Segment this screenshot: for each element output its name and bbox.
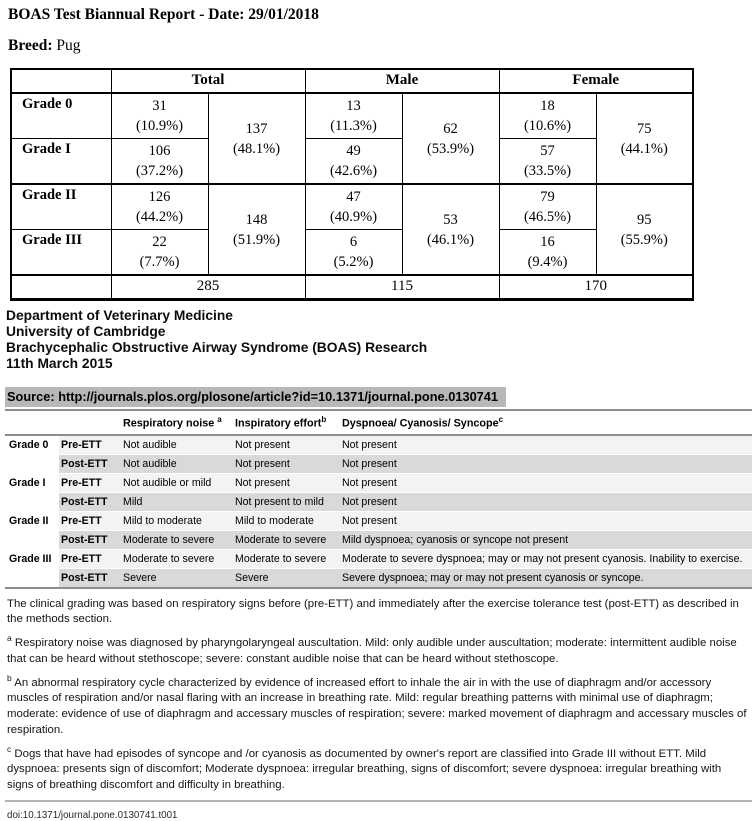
header-inspiratory-effort [233, 410, 340, 435]
percent: (37.2%) [135, 163, 184, 179]
header-text: Respiratory noise [123, 417, 218, 430]
phase-cell: Post-ETT [59, 568, 121, 588]
grade-cell: Grade I [5, 473, 59, 492]
grade-cell [5, 492, 59, 511]
effort-cell: Not present [233, 435, 340, 455]
phase-cell: Pre-ETT [59, 511, 121, 530]
dyspnoea-cell: Not present [340, 473, 752, 492]
noise-cell: Not audible [121, 454, 233, 473]
effort-cell: Severe [233, 568, 340, 588]
effort-cell: Moderate to severe [233, 530, 340, 549]
count-cell [111, 230, 208, 276]
footnotes-block [5, 597, 750, 794]
dyspnoea-cell: Not present [340, 435, 752, 455]
footnote-marker: b [321, 415, 327, 424]
header-dyspnoea-cyanosis-syncope [340, 410, 752, 435]
phase-cell: Pre-ETT [59, 549, 121, 568]
header-text: Inspiratory effort [235, 417, 322, 430]
count: 13 [346, 98, 361, 114]
grade-2-row [11, 184, 693, 230]
count: 18 [540, 98, 555, 114]
count: 22 [152, 234, 167, 250]
grade-label: Grade 0 [11, 93, 111, 139]
ett-header-row [5, 410, 752, 435]
footnote-c [7, 742, 748, 794]
percent: (11.3%) [330, 118, 377, 134]
percent: (33.5%) [523, 163, 572, 179]
noise-cell: Severe [121, 568, 233, 588]
merged-count-cell [596, 184, 693, 275]
header-total: Total [111, 69, 305, 93]
percent: (44.1%) [620, 140, 668, 157]
footnote-marker: a [7, 633, 12, 644]
grade-cell: Grade 0 [5, 435, 59, 455]
dyspnoea-cell: Severe dyspnoea; may or may not present cyanosis or syncope. [340, 568, 752, 588]
dyspnoea-cell: Not present [340, 492, 752, 511]
footnote-marker: c [498, 415, 504, 424]
percent: (44.2%) [135, 209, 184, 225]
affiliation-line: Brachycephalic Obstructive Airway Syndrome (BOAS) Research [6, 340, 428, 355]
ett-row-grade1-post [5, 492, 752, 511]
count: 95 [637, 211, 652, 228]
footnote-marker: a [217, 415, 222, 424]
noise-cell: Not audible [121, 435, 233, 455]
noise-cell: Not audible or mild [121, 473, 233, 492]
affiliation-line: Department of Veterinary Medicine [6, 308, 233, 323]
footnote-text: An abnormal respiratory cycle characterized by evidence of increased effort to inhale the air in with the use of diaphragm and/or accessory muscles of respiration and/or nasal flaring with an increase in breathing rate. Mild: regular breathing patterns with minimal use of diaphragm; moderate: evidence of use of diaphragm and accessary muscles of respiration; severe: marked movement of diaphragm and accessary muscles of respiration. [7, 676, 747, 736]
ett-row-grade1-pre [5, 473, 752, 492]
dyspnoea-cell: Mild dyspnoea; cyanosis or syncope not present [340, 530, 752, 549]
report-title: BOAS Test Biannual Report - Date: 29/01/2018 [8, 6, 319, 23]
count: 31 [152, 98, 167, 114]
grade-0-row [11, 93, 693, 139]
summary-header-row [11, 69, 693, 93]
percent: (10.6%) [523, 118, 572, 134]
effort-cell: Not present [233, 454, 340, 473]
percent: (48.1%) [232, 140, 281, 157]
count-cell [111, 184, 208, 230]
header-male: Male [305, 69, 499, 93]
header-female: Female [499, 69, 693, 93]
noise-cell: Moderate to severe [121, 530, 233, 549]
grade-cell [5, 530, 59, 549]
empty-header [5, 410, 59, 435]
percent: (40.9%) [329, 209, 378, 225]
percent: (5.2%) [333, 254, 374, 270]
clinical-grading-table [5, 409, 752, 589]
ett-row-grade0-pre [5, 435, 752, 455]
noise-cell: Mild [121, 492, 233, 511]
phase-cell: Pre-ETT [59, 473, 121, 492]
totals-row [11, 275, 693, 300]
effort-cell: Moderate to severe [233, 549, 340, 568]
footnote-intro: The clinical grading was based on respiratory signs before (pre-ETT) and immediately after the exercise tolerance test (post-ETT) as described in the methods section. [7, 597, 739, 626]
grade-label: Grade III [11, 230, 111, 276]
empty-header [59, 410, 121, 435]
doi-text: doi:10.1371/journal.pone.0130741.t001 [7, 809, 178, 821]
grade-3-row [11, 230, 693, 276]
merged-count-cell [208, 93, 305, 184]
count-cell [305, 139, 402, 185]
grading-summary-table [10, 68, 694, 301]
merged-count-cell [596, 93, 693, 184]
grade-1-row [11, 139, 693, 185]
total-all: 285 [111, 275, 305, 300]
count: 49 [346, 143, 361, 159]
breed-line [5, 37, 750, 55]
header-respiratory-noise [121, 410, 233, 435]
footnote-marker: c [7, 743, 12, 754]
total-female: 170 [499, 275, 693, 300]
count: 126 [148, 189, 171, 205]
footnote-marker: b [7, 672, 12, 683]
effort-cell: Not present to mild [233, 492, 340, 511]
noise-cell: Mild to moderate [121, 511, 233, 530]
phase-cell: Post-ETT [59, 492, 121, 511]
ett-row-grade0-post [5, 454, 752, 473]
header-text: Dyspnoea/ Cyanosis/ Syncope [342, 417, 499, 430]
grade-cell: Grade II [5, 511, 59, 530]
dyspnoea-cell: Moderate to severe dyspnoea; may or may not present cyanosis. Inability to exercise. [340, 549, 752, 568]
phase-cell: Post-ETT [59, 530, 121, 549]
count: 53 [443, 211, 458, 228]
percent: (46.1%) [426, 231, 475, 248]
count-cell [111, 93, 208, 139]
empty-cell [11, 275, 111, 300]
footnote-b [7, 671, 748, 739]
footnote-text: Dogs that have had episodes of syncope and /or cyanosis as documented by owner's report are classified into Grade III without ETT. Mild dyspnoea: presents sign of discomfort; Moderate dyspnoea: irregular breathing, signs of discomfort; severe dyspnoea: irregular breathing with signs of breathing discomfort and difficulty in breathing. [7, 747, 722, 791]
count-cell [305, 230, 402, 276]
count-cell [305, 184, 402, 230]
ett-row-grade2-pre [5, 511, 752, 530]
breed-label: Breed: [8, 37, 53, 54]
merged-count-cell [402, 93, 499, 184]
count: 6 [349, 234, 358, 250]
count-cell [499, 93, 596, 139]
count: 148 [245, 211, 268, 228]
count-cell [499, 184, 596, 230]
ett-row-grade2-post [5, 530, 752, 549]
merged-count-cell [402, 184, 499, 275]
count: 79 [540, 189, 555, 205]
grade-cell: Grade III [5, 549, 59, 568]
affiliation-block [5, 308, 750, 372]
percent: (7.7%) [139, 254, 180, 270]
grade-cell [5, 454, 59, 473]
grade-label: Grade II [11, 184, 111, 230]
affiliation-line: University of Cambridge [6, 324, 166, 339]
noise-cell: Moderate to severe [121, 549, 233, 568]
ett-row-grade3-post [5, 568, 752, 588]
count-cell [305, 93, 402, 139]
phase-cell: Post-ETT [59, 454, 121, 473]
phase-cell: Pre-ETT [59, 435, 121, 455]
percent: (55.9%) [620, 231, 668, 248]
percent: (10.9%) [135, 118, 184, 134]
grade-label: Grade I [11, 139, 111, 185]
count-cell [111, 139, 208, 185]
doi-divider [5, 800, 752, 802]
merged-count-cell [208, 184, 305, 275]
percent: (42.6%) [329, 163, 378, 179]
percent: (9.4%) [527, 254, 568, 270]
percent: (46.5%) [523, 209, 572, 225]
effort-cell: Not present [233, 473, 340, 492]
count: 62 [443, 120, 458, 137]
percent: (51.9%) [232, 231, 281, 248]
percent: (53.9%) [426, 140, 475, 157]
count: 137 [245, 120, 268, 137]
count-cell [499, 139, 596, 185]
dyspnoea-cell: Not present [340, 511, 752, 530]
dyspnoea-cell: Not present [340, 454, 752, 473]
footnote-text: Respiratory noise was diagnosed by pharyngolaryngeal auscultation. Mild: only audible under auscultation; moderate: intermittent audible noise that can be heard without stethoscope; severe: constant audible noise that can be heard without stethoscope. [7, 636, 737, 665]
footnote-a [7, 631, 748, 667]
count: 57 [540, 143, 555, 159]
count-cell [499, 230, 596, 276]
breed-value: Pug [56, 37, 81, 54]
count: 47 [346, 189, 361, 205]
affiliation-line: 11th March 2015 [6, 356, 113, 371]
ett-row-grade3-pre [5, 549, 752, 568]
source-wrap [5, 387, 750, 407]
total-male: 115 [305, 275, 499, 300]
effort-cell: Mild to moderate [233, 511, 340, 530]
corner-cell [11, 69, 111, 93]
grade-cell [5, 568, 59, 588]
count: 75 [637, 120, 652, 137]
source-url: Source: http://journals.plos.org/plosone/article?id=10.1371/journal.pone.0130741 [5, 387, 506, 407]
count: 16 [540, 234, 555, 250]
count: 106 [148, 143, 171, 159]
